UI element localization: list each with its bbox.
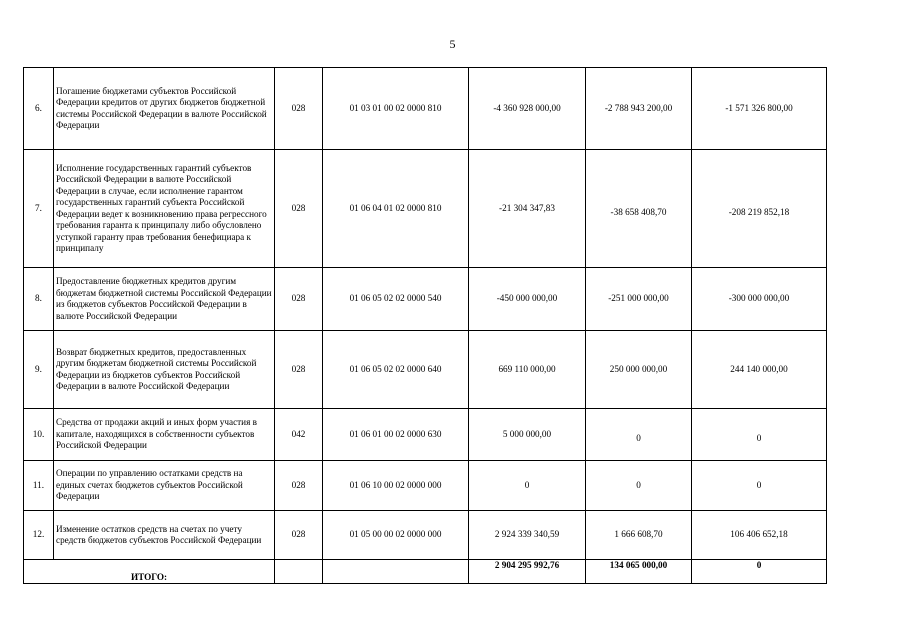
- row-number: 12.: [24, 511, 54, 560]
- table-row: [24, 331, 827, 409]
- row-value-3: 0: [692, 409, 827, 461]
- row-value-2: -2 788 943 200,00: [586, 68, 692, 150]
- row-value-2: 1 666 608,70: [586, 511, 692, 560]
- table-row: [24, 461, 827, 511]
- total-label: ИТОГО:: [24, 560, 275, 584]
- row-value-3: -1 571 326 800,00: [692, 68, 827, 150]
- table-row: [24, 150, 827, 268]
- table-row: [24, 268, 827, 331]
- row-name: Операции по управлению остатками средств на единых счетах бюджетов субъектов Российской Федерации: [54, 461, 275, 511]
- row-name: Возврат бюджетных кредитов, предоставленных другим бюджетам бюджетной системы Российской Федерации из бюджетов субъектов Российской Федерации в валюте Российской Федерации: [54, 331, 275, 409]
- row-code: 028: [275, 461, 323, 511]
- row-value-1: -450 000 000,00: [469, 268, 586, 331]
- table-row: [24, 511, 827, 560]
- row-name: Изменение остатков средств на счетах по учету средств бюджетов субъектов Российской Федерации: [54, 511, 275, 560]
- row-value-3: 244 140 000,00: [692, 331, 827, 409]
- row-value-1: -21 304 347,83: [469, 150, 586, 268]
- row-value-1: 669 110 000,00: [469, 331, 586, 409]
- row-value-1: 5 000 000,00: [469, 409, 586, 461]
- row-value-1: -4 360 928 000,00: [469, 68, 586, 150]
- row-value-1: 0: [469, 461, 586, 511]
- row-value-3: -300 000 000,00: [692, 268, 827, 331]
- row-account: 01 06 10 00 02 0000 000: [323, 461, 469, 511]
- row-value-3: 106 406 652,18: [692, 511, 827, 560]
- row-number: 6.: [24, 68, 54, 150]
- row-name: Исполнение государственных гарантий субъектов Российской Федерации в валюте Российской Федерации в случае, если исполнение гарантом государственных гарантий субъекта Российской Федерации ведет к возникновению права регрессного требования гаранта к принципалу либо обусловлено уступкой гаранту прав требования бенефициара к принципалу: [54, 150, 275, 268]
- row-value-2: -38 658 408,70: [586, 150, 692, 268]
- row-code: 028: [275, 511, 323, 560]
- row-code: 028: [275, 331, 323, 409]
- total-value-1: 2 904 295 992,76: [469, 560, 586, 584]
- row-code: 028: [275, 68, 323, 150]
- row-account: 01 06 04 01 02 0000 810: [323, 150, 469, 268]
- total-account-empty: [323, 560, 469, 584]
- row-number: 10.: [24, 409, 54, 461]
- row-number: 7.: [24, 150, 54, 268]
- row-account: 01 06 05 02 02 0000 640: [323, 331, 469, 409]
- row-value-2: 0: [586, 461, 692, 511]
- row-account: 01 03 01 00 02 0000 810: [323, 68, 469, 150]
- row-code: 028: [275, 268, 323, 331]
- page-number: 5: [449, 37, 456, 51]
- row-account: 01 06 05 02 02 0000 540: [323, 268, 469, 331]
- row-account: 01 05 00 00 02 0000 000: [323, 511, 469, 560]
- total-value-3: 0: [692, 560, 827, 584]
- table-row: [24, 68, 827, 150]
- row-code: 028: [275, 150, 323, 268]
- row-value-3: 0: [692, 461, 827, 511]
- row-name: Предоставление бюджетных кредитов другим бюджетам бюджетной системы Российской Федерации из бюджетов субъектов Российской Федерации в валюте Российской Федерации: [54, 268, 275, 331]
- row-name: Средства от продажи акций и иных форм участия в капитале, находящихся в собственности субъектов Российской Федерации: [54, 409, 275, 461]
- row-code: 042: [275, 409, 323, 461]
- row-name: Погашение бюджетами субъектов Российской Федерации кредитов от других бюджетов бюджетной системы Российской Федерации в валюте Российской Федерации: [54, 68, 275, 150]
- row-value-2: 250 000 000,00: [586, 331, 692, 409]
- row-number: 8.: [24, 268, 54, 331]
- row-value-2: -251 000 000,00: [586, 268, 692, 331]
- row-value-2: 0: [586, 409, 692, 461]
- budget-sources-table: [23, 67, 827, 584]
- row-account: 01 06 01 00 02 0000 630: [323, 409, 469, 461]
- row-number: 11.: [24, 461, 54, 511]
- row-value-1: 2 924 339 340,59: [469, 511, 586, 560]
- row-number: 9.: [24, 331, 54, 409]
- total-row: [24, 560, 827, 584]
- row-value-3: -208 219 852,18: [692, 150, 827, 268]
- total-code-empty: [275, 560, 323, 584]
- total-value-2: 134 065 000,00: [586, 560, 692, 584]
- table-row: [24, 409, 827, 461]
